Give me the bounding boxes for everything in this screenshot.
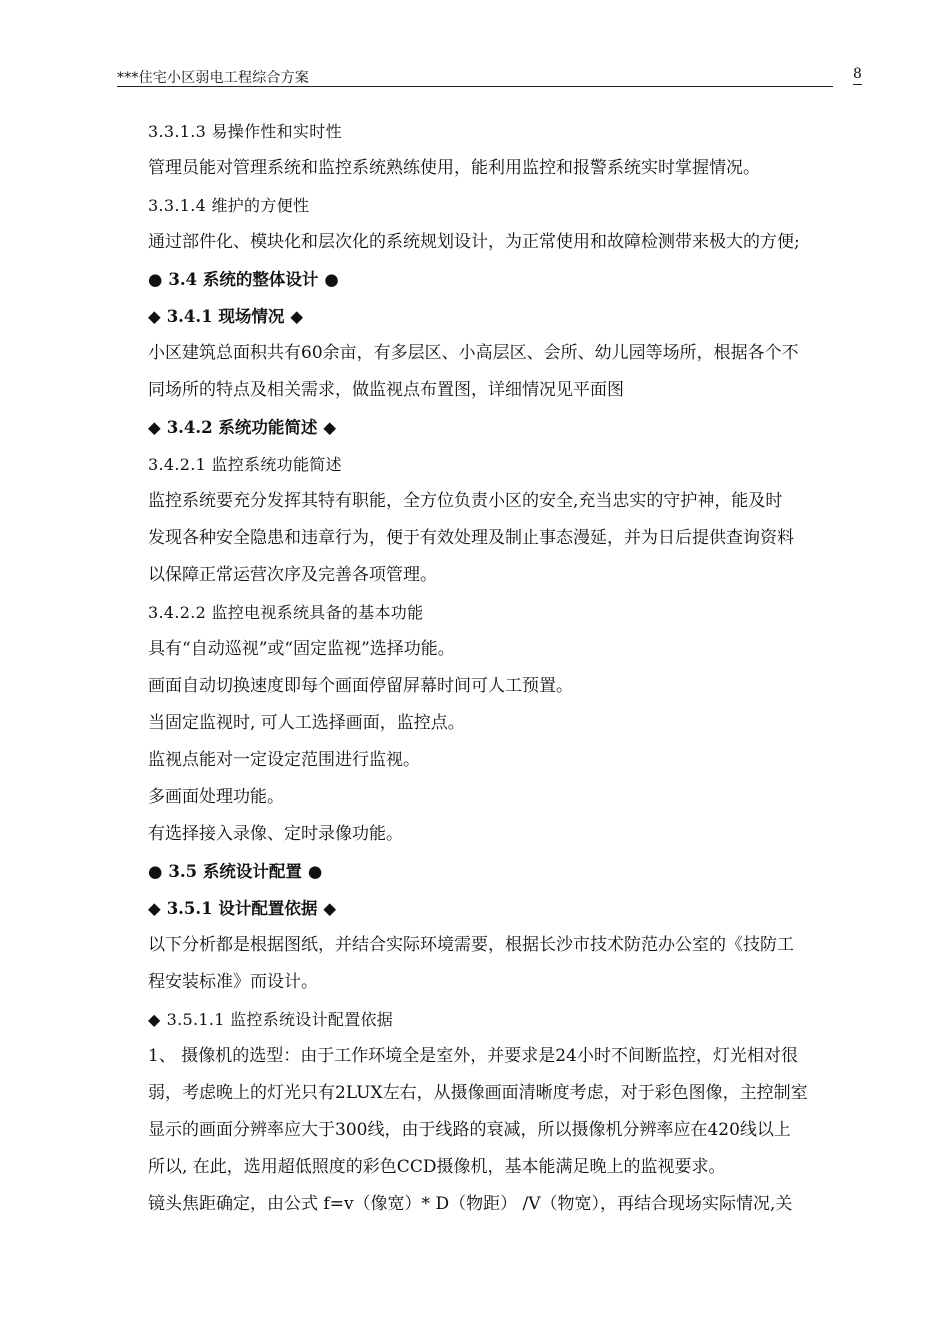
section-heading: [148, 890, 878, 927]
line-text: 发现各种安全隐患和违章行为，便于有效处理及制止事态漫延，并为日后提供查询资料: [148, 528, 794, 548]
line-text: 有选择接入录像、定时录像功能。: [148, 824, 403, 844]
body-text-line: [148, 372, 878, 409]
body-text-line: [148, 1038, 878, 1075]
bullet-diamond-icon: ◆: [148, 418, 161, 437]
line-text: 3.3.1.4 维护的方便性: [148, 196, 310, 215]
section-heading: [148, 298, 878, 335]
body-text-line: [148, 705, 878, 742]
line-text: 通过部件化、模块化和层次化的系统规划设计，为正常使用和故障检测带来极大的方便;: [148, 232, 800, 252]
document-body: [148, 113, 878, 1223]
bullet-diamond-icon: ◆: [148, 307, 161, 326]
subsection-heading: [148, 187, 878, 224]
body-text-line: [148, 150, 878, 187]
line-text: 所以, 在此，选用超低照度的彩色CCD摄像机，基本能满足晚上的监视要求。: [148, 1157, 726, 1177]
subsection-heading: [148, 113, 878, 150]
document-title: ***住宅小区弱电工程综合方案: [117, 70, 309, 86]
bullet-circle-icon: ●: [324, 270, 339, 289]
subsection-heading: [148, 1001, 878, 1038]
line-text: 小区建筑总面积共有60余亩，有多层区、小高层区、会所、幼儿园等场所，根据各个不: [148, 343, 799, 363]
bullet-diamond-icon: ◆: [148, 1010, 161, 1029]
body-text-line: [148, 224, 878, 261]
body-text-line: [148, 779, 878, 816]
section-heading: [148, 409, 878, 446]
page-header: [117, 64, 833, 87]
line-text: 镜头焦距确定，由公式 f=v（像宽）* D（物距） /V（物宽），再结合现场实际情况,关: [148, 1194, 793, 1214]
body-text-line: [148, 520, 878, 557]
section-heading: [148, 853, 878, 890]
line-text: 程安装标准》而设计。: [148, 972, 318, 992]
bullet-circle-icon: ●: [307, 862, 323, 881]
line-text: 以下分析都是根据图纸，并结合实际环境需要，根据长沙市技术防范办公室的《技防工: [148, 935, 794, 955]
line-text: 显示的画面分辨率应大于300线，由于线路的衰减，所以摄像机分辨率应在420线以上: [148, 1120, 791, 1140]
line-text: 当固定监视时, 可人工选择画面，监控点。: [148, 713, 465, 733]
body-text-line: [148, 964, 878, 1001]
body-text-line: [148, 1186, 878, 1223]
body-text-line: [148, 335, 878, 372]
line-text: 同场所的特点及相关需求，做监视点布置图，详细情况见平面图: [148, 380, 624, 400]
body-text-line: [148, 1149, 878, 1186]
body-text-line: [148, 816, 878, 853]
bullet-circle-icon: ●: [148, 270, 163, 289]
bullet-circle-icon: ●: [148, 862, 163, 881]
line-text: 监视点能对一定设定范围进行监视。: [148, 750, 420, 770]
line-text: 3.3.1.3 易操作性和实时性: [148, 122, 342, 141]
line-text: 监控系统要充分发挥其特有职能，全方位负责小区的安全,充当忠实的守护神，能及时: [148, 491, 783, 511]
section-heading: [148, 261, 878, 298]
line-text: 管理员能对管理系统和监控系统熟练使用，能利用监控和报警系统实时掌握情况。: [148, 158, 760, 178]
line-text: 3.4.2 系统功能简述: [166, 418, 318, 437]
page-number: 8: [853, 66, 862, 85]
line-text: 3.4.1 现场情况: [166, 307, 285, 326]
body-text-line: [148, 742, 878, 779]
line-text: 3.4.2.2 监控电视系统具备的基本功能: [148, 603, 424, 622]
body-text-line: [148, 668, 878, 705]
bullet-diamond-icon: ◆: [290, 307, 304, 326]
body-text-line: [148, 483, 878, 520]
subsection-heading: [148, 446, 878, 483]
line-text: 3.5.1 设计配置依据: [166, 899, 318, 918]
body-text-line: [148, 557, 878, 594]
line-text: 3.5 系统设计配置: [168, 862, 302, 881]
bullet-diamond-icon: ◆: [323, 899, 337, 918]
line-text: 具有“自动巡视”或“固定监视”选择功能。: [148, 639, 455, 659]
body-text-line: [148, 927, 878, 964]
bullet-diamond-icon: ◆: [323, 418, 337, 437]
body-text-line: [148, 631, 878, 668]
line-text: 3.5.1.1 监控系统设计配置依据: [166, 1010, 394, 1029]
subsection-heading: [148, 594, 878, 631]
body-text-line: [148, 1075, 878, 1112]
line-text: 3.4 系统的整体设计: [168, 270, 319, 289]
line-text: 3.4.2.1 监控系统功能简述: [148, 455, 342, 474]
line-text: 画面自动切换速度即每个画面停留屏幕时间可人工预置。: [148, 676, 573, 696]
line-text: 以保障正常运营次序及完善各项管理。: [148, 565, 437, 585]
body-text-line: [148, 1112, 878, 1149]
line-text: 弱，考虑晚上的灯光只有2LUX左右，从摄像画面清晰度考虑，对于彩色图像，主控制室: [148, 1083, 808, 1103]
line-text: 多画面处理功能。: [148, 787, 284, 807]
bullet-diamond-icon: ◆: [148, 899, 161, 918]
line-text: 1、 摄像机的选型：由于工作环境全是室外，并要求是24小时不间断监控，灯光相对很: [148, 1046, 798, 1066]
